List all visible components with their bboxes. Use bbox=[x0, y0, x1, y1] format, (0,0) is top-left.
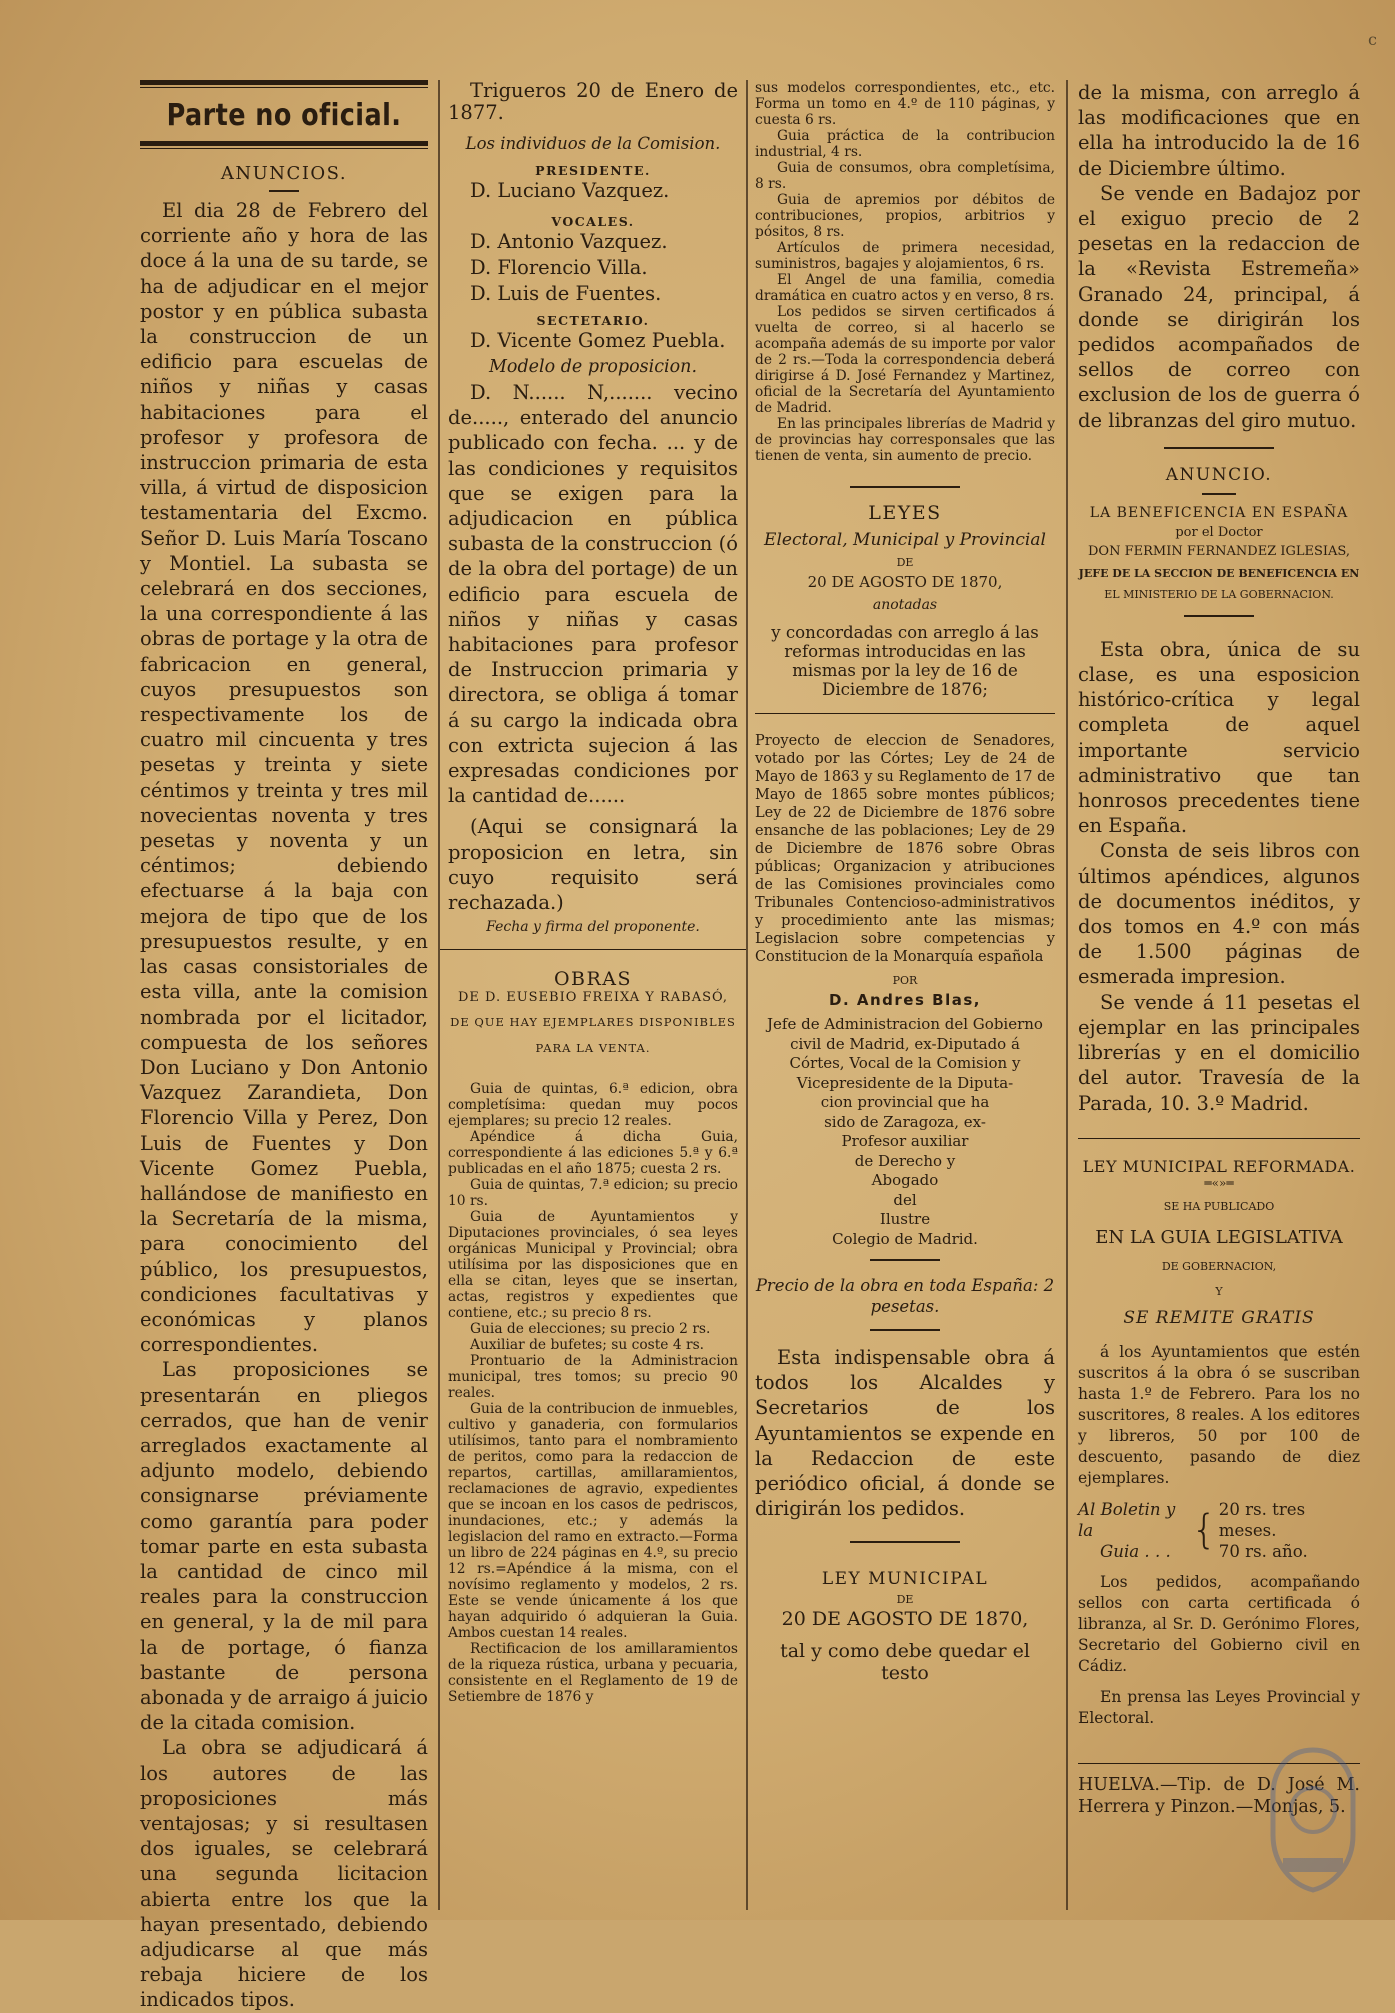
section-rule bbox=[1078, 1138, 1360, 1139]
obras-item: Rectificacion de los amillaramientos de la riqueza rústica, urbana y pecuaria, consistente en el Reglamento de 19 de Setiembre de 1876 y bbox=[448, 1641, 738, 1706]
obras-continued: sus modelos correspondientes, etc., etc. Forma un tomo en 4.º de 110 páginas, y cuesta 6 rs. bbox=[755, 80, 1055, 128]
obras-subtitle: DE QUE HAY EJEMPLARES DISPONIBLES PARA LA VENTA. bbox=[450, 1015, 736, 1056]
obras-item: Guia de consumos, obra completísima, 8 rs. bbox=[755, 160, 1055, 192]
leyes-subtitle: Electoral, Municipal y Provincial bbox=[764, 530, 1046, 550]
obras-item: Guia de quintas, 7.ª edicion; su precio 10 rs. bbox=[448, 1177, 738, 1210]
vocal-name: D. Antonio Vazquez. bbox=[470, 230, 668, 253]
autor-cargo: Vicepresidente de la Diputa- bbox=[796, 1073, 1014, 1092]
modelo-title: Modelo de proposicion. bbox=[488, 357, 698, 377]
divider bbox=[269, 190, 299, 192]
title-rule bbox=[140, 80, 428, 88]
autor-cargo: de Derecho y bbox=[854, 1151, 956, 1170]
obras-author: DE D. EUSEBIO FREIXA Y RABASÓ, bbox=[457, 990, 729, 1006]
column-4 bbox=[1078, 80, 1360, 1818]
divider bbox=[1202, 493, 1236, 495]
ley-tal: tal y como debe quedar el testo bbox=[780, 1640, 1030, 1685]
leyes-concordadas: y concordadas con arreglo á las reformas introducidas en las mismas por la ley de 16 de Diciembre de 1876; bbox=[771, 623, 1039, 699]
guia-legislativa: EN LA GUIA LEGISLATIVA bbox=[1095, 1226, 1343, 1248]
prensa-text: En prensa las Leyes Provincial y Electoral. bbox=[1078, 1687, 1360, 1727]
vocal-name: D. Florencio Villa. bbox=[470, 256, 648, 279]
ley-municipal-title: LEY MUNICIPAL bbox=[821, 1569, 989, 1590]
column-rule bbox=[438, 80, 440, 1910]
obras-title: OBRAS bbox=[553, 968, 633, 991]
modelo-note: (Aqui se consignará la proposicion en letra, sin cuyo requisito será rechazada.) bbox=[448, 815, 738, 915]
y-line: Y bbox=[1215, 1284, 1223, 1298]
presidente-label: PRESIDENTE. bbox=[535, 163, 651, 178]
section-title: Parte no oficial. bbox=[166, 98, 402, 133]
leyes-anotadas: anotadas bbox=[872, 597, 938, 613]
ornament: ═«»═ bbox=[1204, 1175, 1234, 1190]
modelo-text: D. N...... N,....... vecino de....., enterado del anuncio publicado con fecha. ... y de las condiciones y requisitos que se exigen para la adjudicacion en pública subasta de la construccion (ó de la obra del portage) de un edificio para escuela de niños y niñas y casas habitaciones para profesor de Instruccion primaria y directora, se obliga á tomar á su cargo la indicada obra con extricta sujecion á las expresadas condiciones por la cantidad de...... bbox=[448, 381, 738, 808]
anuncios-heading: ANUNCIOS. bbox=[220, 163, 348, 184]
por-doctor: por el Doctor bbox=[1175, 524, 1263, 540]
divider bbox=[870, 1259, 940, 1261]
obras-item: Guia de Ayuntamientos y Diputaciones provinciales, ó sea leyes orgánicas Municipal y Provincial; obra utilísima por las disposiciones que en ella se citan, leyes que se insertan, actas, registros y expedientes que contiene, etc.; su precio 8 rs. bbox=[448, 1209, 738, 1322]
column-3 bbox=[755, 80, 1055, 1684]
gobernacion-line: DE GOBERNACION, bbox=[1161, 1259, 1277, 1273]
remite-gratis: SE REMITE GRATIS bbox=[1123, 1307, 1315, 1328]
leyes-autor: D. Andres Blas, bbox=[829, 991, 981, 1009]
suscripcion-text: á los Ayuntamientos que estén suscritos á la obra ó se suscriban hasta 1.º de Febrero. Para los no suscritores, 8 reales. A los editores y libreros, 50 por 100 de descuento, pasando de diez ejemplares. bbox=[1078, 1342, 1360, 1487]
divider bbox=[850, 1541, 960, 1543]
divider bbox=[850, 486, 960, 488]
date-line: Trigueros 20 de Enero de 1877. bbox=[448, 79, 738, 124]
secretario-name: D. Vicente Gomez Puebla. bbox=[470, 329, 726, 352]
leyes-de: DE bbox=[896, 556, 914, 569]
autor-cargo: sido de Zaragoza, ex- bbox=[824, 1112, 986, 1131]
obras-item: Guia de apremios por débitos de contribuciones, propios, arbitrios y pósitos, 8 rs. bbox=[755, 192, 1055, 240]
doctor-name: DON FERMIN FERNANDEZ IGLESIAS, bbox=[1088, 543, 1350, 559]
publicado-line: SE HA PUBLICADO bbox=[1163, 1199, 1275, 1213]
presidente-name: D. Luciano Vazquez. bbox=[470, 179, 670, 202]
revista-vende: Se vende en Badajoz por el exiguo precio de 2 pesetas en la redaccion de la «Revista Estremeña» Granado 24, principal, á donde se dirigirán los pedidos acompañados de sellos de correo con exclusion de los de guerra ó de libranzas del giro mutuo. bbox=[1078, 181, 1360, 432]
autor-cargo: cion provincial que ha bbox=[820, 1093, 990, 1111]
obras-item: Guia de elecciones; su precio 2 rs. bbox=[470, 1321, 711, 1338]
boletin-prices bbox=[1078, 1499, 1360, 1562]
revista-continued: de la misma, con arreglo á las modificaciones que en ella ha introducido la de 16 de Diciembre último. bbox=[1078, 81, 1360, 180]
autor-cargo: civil de Madrid, ex-Diputado á bbox=[790, 1034, 1020, 1053]
comision-caption: Los individuos de la Comision. bbox=[465, 134, 721, 153]
autor-cargo: Córtes, Vocal de la Comision y bbox=[789, 1054, 1021, 1072]
proposiciones-paragraph: Las proposiciones se presentarán en pliegos cerrados, que han de venir arreglados exactamente al adjunto modelo, debiendo consignarse préviamente como garantía para poder tomar parte en esta subasta la cantidad de cinco mil reales para la construccion en general, y la de mil para la de portage, ó fianza bastante de persona abonada y de arraigo á juicio de la citada comision. bbox=[140, 1358, 428, 1735]
ley-reformada-title: LEY MUNICIPAL REFORMADA. bbox=[1082, 1156, 1356, 1176]
obras-item: Prontuario de la Administracion municipal, tres tomos; su precio 90 reales. bbox=[448, 1353, 738, 1402]
obras-item: El Angel de una familia, comedia dramática en cuatro actos y en verso, 8 rs. bbox=[755, 272, 1055, 304]
obras-item: Los pedidos se sirven certificados á vuelta de correo, si al hacerlo se acompaña además de su importe por valor de 2 rs.—Toda la correspondencia deberá dirigirse á D. José Fernandez y Martinez, oficial de la Secretaría del Ayuntamiento de Madrid. bbox=[755, 304, 1055, 416]
obras-item: Guia de la contribucion de inmuebles, cultivo y ganaderia, con formularios utilísimos, tanto para el nombramiento de peritos, como para la redaccion de repartos, cartillas, amillaramientos, reclamaciones de agravio, expedientes que se incoan en los casos de pedriscos, inundaciones, etc.; y además la legislacion del ramo en extracto.—Forma un libro de 224 páginas en 4.º, su precio 12 rs.=Apéndice á la misma, con el novísimo reglamento y modelos, 2 rs. Este se vende únicamente á los que hayan adquirido ó adquieran la Guia. Ambos cuestan 14 reales. bbox=[448, 1401, 738, 1642]
title-rule bbox=[140, 141, 428, 149]
library-seal-watermark bbox=[1243, 1740, 1383, 1900]
leyes-title: LEYES bbox=[868, 502, 942, 524]
divider bbox=[1164, 447, 1274, 449]
obras-item: Auxiliar de bufetes; su coste 4 rs. bbox=[470, 1337, 705, 1354]
column-rule bbox=[1066, 80, 1068, 1910]
autor-cargo: Colegio de Madrid. bbox=[832, 1229, 978, 1248]
pedidos-text: Los pedidos, acompañando sellos con carta certificada ó libranza, al Sr. D. Gerónimo Flores, Secretario del Gobierno civil en Cádiz. bbox=[1078, 1572, 1360, 1675]
leyes-fecha: 20 DE AGOSTO DE 1870, bbox=[807, 573, 1003, 591]
doctor-ministerio: EL MINISTERIO DE LA GOBERNACION. bbox=[1104, 587, 1334, 601]
indispensable-text: Esta indispensable obra á todos los Alcaldes y Secretarios de los Ayuntamientos se expende en la Redaccion de este periódico oficial, á donde se dirigirán los pedidos. bbox=[755, 1346, 1055, 1521]
column-1 bbox=[140, 80, 428, 2013]
obras-item: Guia práctica de la contribucion industrial, 4 rs. bbox=[755, 128, 1055, 160]
imprenta-line: HUELVA.—Tip. de D. José M. Herrera y Pinzon.—Monjas, 5. bbox=[1078, 1774, 1360, 1817]
section-rule bbox=[755, 713, 1055, 714]
precio-line: Precio de la obra en toda España: 2 pesetas. bbox=[755, 1276, 1055, 1316]
obras-item: En las principales librerías de Madrid y de provincias hay corresponsales que las tienen de venta, sin aumento de precio. bbox=[755, 416, 1055, 464]
ley-de: DE bbox=[896, 1593, 914, 1607]
vocal-name: D. Luis de Fuentes. bbox=[470, 282, 662, 305]
obras-item: Artículos de primera necesidad, suministros, bagajes y alojamientos, 6 rs. bbox=[755, 240, 1055, 272]
adjudicacion-paragraph: La obra se adjudicará á los autores de las proposiciones más ventajosas; y si resultasen dos iguales, se celebrará una segunda licitacion abierta entre los que la hayan presentado, debiendo adjudicarse al que más rebaja hiciere de los indicados tipos. bbox=[140, 1736, 428, 2012]
anuncio-heading: ANUNCIO. bbox=[1165, 464, 1273, 485]
price-year: 70 rs. año. bbox=[1218, 1541, 1308, 1561]
beneficencia-obra: Esta obra, única de su clase, es una esposicion histórico-crítica y legal completa de aquel importante servicio administrativo que tan honrosos precedentes tiene en España. bbox=[1078, 637, 1360, 838]
leyes-contenido: Proyecto de eleccion de Senadores, votado por las Córtes; Ley de 24 de Mayo de 1863 y su Reglamento de 17 de Mayo de 1865 sobre montes públicos; Ley de 22 de Diciembre de 1876 sobre ensanche de las poblaciones; Ley de 29 de Diciembre de 1876 sobre Obras públicas; Organizacion y atribuciones de las Comisiones provinciales como Tribunales Contencioso-administrativos y procedimiento ante las mismas; Legislacion sobre competencias y Constitucion de la Monarquía española bbox=[755, 733, 1055, 965]
secretario-label: SECTETARIO. bbox=[536, 313, 650, 328]
corner-mark: c bbox=[1368, 30, 1377, 49]
leyes-por: POR bbox=[892, 974, 918, 987]
firma-line: Fecha y firma del proponente. bbox=[486, 919, 700, 936]
subasta-paragraph: El dia 28 de Febrero del corriente año y hora de las doce á la una de su tarde, se ha de adjudicar en el mejor postor y en pública subasta la construccion de un edificio para escuelas de niños y niñas y casas habitaciones para el profesor y profesora de instruccion primaria de esta villa, á virtud de disposicion testamentaria del Excmo. Señor D. Luis María Toscano y Montiel. La subasta se celebrará en dos secciones, la una correspondiente á las obras de portage y la otra de fabricacion en general, cuyos presupuestos son respectivamente los de cuatro mil cincuenta y tres pesetas y treinta y siete céntimos y treinta y tres mil novecientas noventa y tres pesetas y noventa y un céntimos; debiendo efectuarse á la baja con mejora de tipo que de los presupuestos resulte, y en las casas consistoriales de esta villa, ante la comision nombrada por el licitador, compuesta de los señores Don Luciano y Don Antonio Vazquez Zarandieta, Don Florencio Villa y Perez, Don Luis de Fuentes y Don Vicente Gomez Puebla, hallándose de manifiesto en la Secretaría de la misma, para conocimiento del público, los presupuestos, condiciones facultativas y económicas y planos correspondientes. bbox=[140, 199, 428, 1357]
divider bbox=[870, 1329, 940, 1331]
autor-cargo: Abogado bbox=[871, 1171, 939, 1189]
obras-item: Guia de quintas, 6.ª edicion, obra completísima: quedan muy pocos ejemplares; su precio 12 reales. bbox=[448, 1081, 738, 1130]
column-2 bbox=[448, 80, 738, 1705]
price-three-months: 20 rs. tres meses. bbox=[1218, 1499, 1306, 1540]
beneficencia-vende: Se vende á 11 pesetas el ejemplar en las principales librerías y en el domicilio del autor. Travesía de la Parada, 10. 3.º Madrid. bbox=[1078, 990, 1360, 1115]
beneficencia-consta: Consta de seis libros con últimos apéndices, algunos de documentos inéditos, y dos tomos en 4.º con más de 1.500 páginas de esmerada impresion. bbox=[1078, 839, 1360, 989]
autor-cargo: del bbox=[893, 1190, 917, 1209]
autor-cargo: Jefe de Administracion del Gobierno bbox=[767, 1015, 1043, 1033]
divider bbox=[1184, 615, 1254, 617]
column-rule bbox=[746, 80, 748, 1910]
vocales-label: VOCALES. bbox=[551, 214, 635, 229]
boletin-label: Al Boletin y la bbox=[1078, 1499, 1176, 1540]
section-rule bbox=[440, 949, 746, 950]
beneficencia-title: LA BENEFICENCIA EN ESPAÑA bbox=[1089, 504, 1349, 521]
ley-fecha: 20 DE AGOSTO DE 1870, bbox=[781, 1608, 1029, 1631]
doctor-jefe: JEFE DE LA SECCION DE BENEFICENCIA EN bbox=[1078, 566, 1360, 580]
obras-item: Apéndice á dicha Guia, correspondiente á las ediciones 5.ª y 6.ª publicadas en el año 1875; cuesta 2 rs. bbox=[448, 1129, 738, 1178]
autor-cargo: Ilustre bbox=[879, 1210, 931, 1228]
autor-cargo: Profesor auxiliar bbox=[841, 1132, 969, 1150]
guia-label: Guia . . . bbox=[1100, 1541, 1171, 1561]
brace-symbol: { bbox=[1191, 1507, 1217, 1554]
